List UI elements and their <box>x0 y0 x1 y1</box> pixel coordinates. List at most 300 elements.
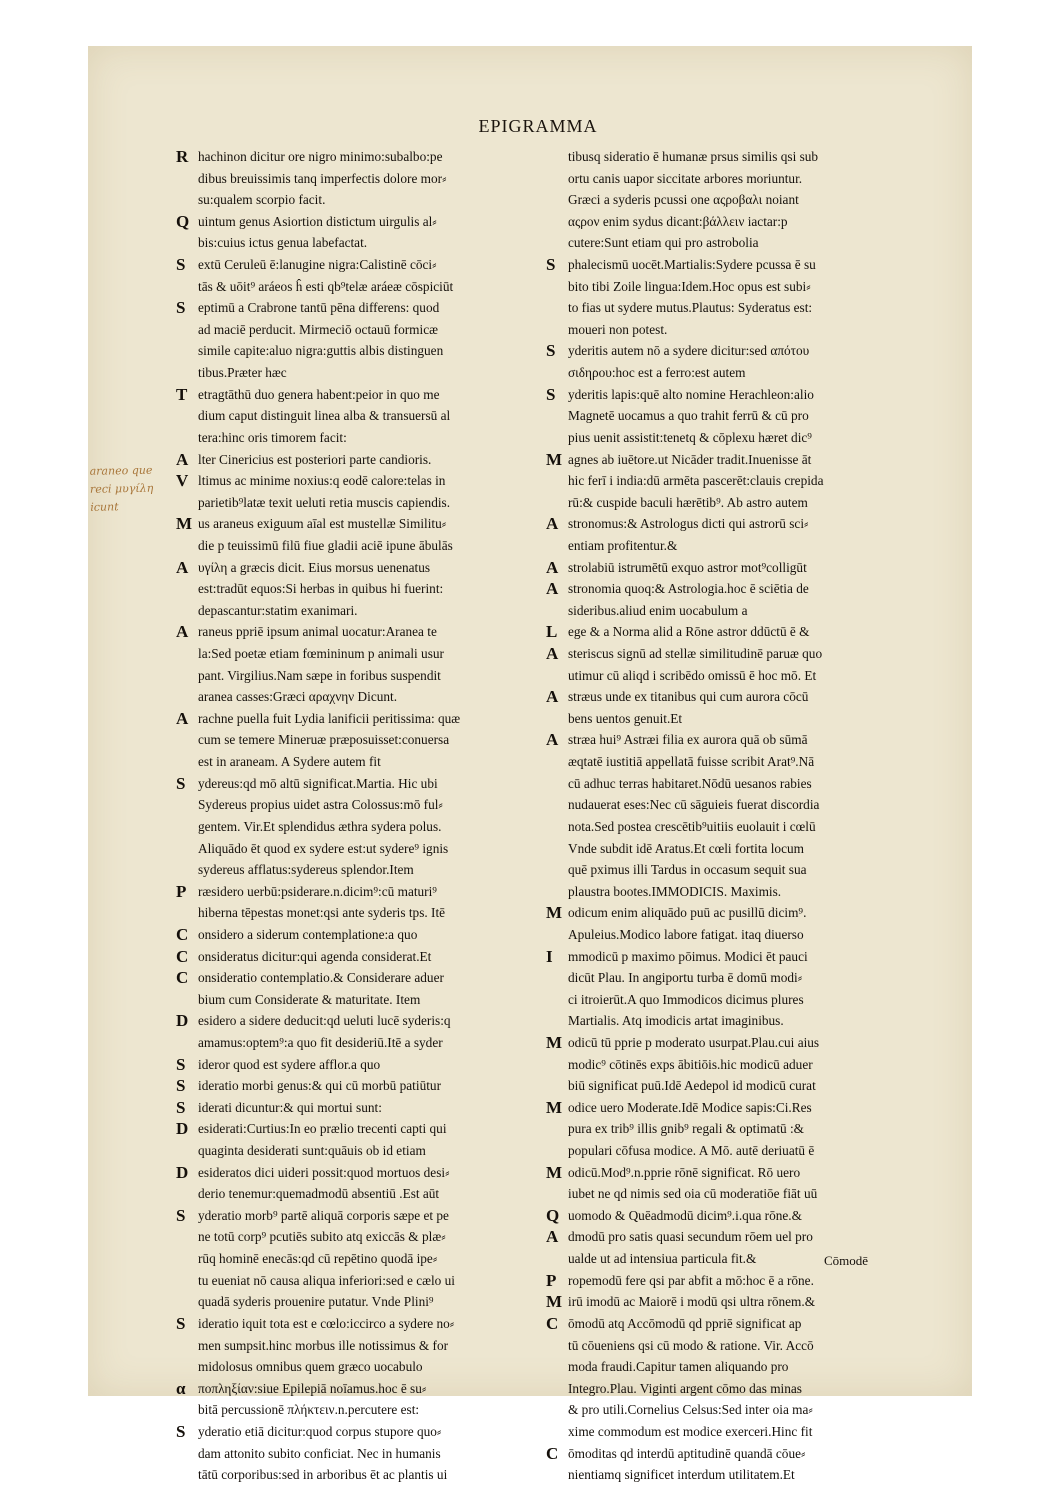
text-line <box>176 405 554 427</box>
initial-letter: A <box>176 557 189 577</box>
text-line <box>176 1205 554 1227</box>
text-line <box>176 665 554 687</box>
text-line <box>546 881 944 903</box>
text-line <box>176 1313 554 1335</box>
line-text: aranea casses:Græci αραχνην Dicunt. <box>198 689 398 705</box>
text-line <box>546 859 944 881</box>
margin-note-line: reci μυγίλη <box>89 481 154 496</box>
line-text: ideratio iquit tota est e cœlo:iccirco a sydere no⸗ <box>198 1315 455 1331</box>
line-text: strolabiū istrumētū exquo astror mot⁹colligūt <box>568 559 807 575</box>
text-line <box>176 1335 554 1357</box>
line-text: steriscus signū ad stellæ similitudinē paruæ quo <box>568 646 823 662</box>
margin-note-line: icunt <box>90 500 119 514</box>
line-text: xime commodum est modice exerceri.Hinc fit <box>568 1423 813 1439</box>
line-text: ydereus:qd mō altū significat.Martia. Hic ubi <box>198 775 438 791</box>
line-text: to fias ut sydere mutus.Plautus: Syderatus est: <box>568 300 813 316</box>
line-text: sydereus afflatus:sydereus splendor.Item <box>198 862 414 878</box>
line-text: odicum enim aliquādo puū ac pusillū dicim⁹. <box>568 905 807 921</box>
line-text: iderati dicuntur:& qui mortui sunt: <box>198 1099 382 1115</box>
line-text: tibus.Præter hæc <box>198 365 287 381</box>
line-text: amamus:optem⁹:a quo fit desideriū.Itē a syder <box>198 1034 443 1050</box>
text-line <box>546 254 944 276</box>
line-text: entiam profitentur.& <box>568 537 678 553</box>
line-text: Græci a syderis pcussi one αςροβαλι noiant <box>568 192 799 208</box>
line-text: tera:hinc oris timorem facit: <box>198 429 347 445</box>
line-text: ræsidero uerbū:psiderare.n.dicim⁹:cū maturi⁹ <box>198 883 437 899</box>
text-line <box>546 297 944 319</box>
line-text: etragtāthū duo genera habent:peior in quo me <box>198 386 440 402</box>
text-line <box>176 319 554 341</box>
line-text: die p teuissimū filū fiue gladii aciē ipune ābulās <box>198 537 453 553</box>
line-text: odicū.Mod⁹.n.pprie rōnē significat. Rō uero <box>568 1164 801 1180</box>
line-text: nientiamq significet interdum utilitatem.Et <box>568 1467 795 1483</box>
initial-letter: V <box>176 471 189 491</box>
line-text: iubet ne qd nimis sed oia cū moderatiōe fiāt uū <box>568 1186 818 1202</box>
initial-letter: L <box>546 622 558 642</box>
line-text: est:tradūt equos:Si herbas in quibus hi fuerint: <box>198 581 444 597</box>
initial-letter: α <box>176 1378 186 1398</box>
line-text: ideror quod est sydere afflor.a quo <box>198 1056 381 1072</box>
line-text: gentem. Vir.Et splendidus æthra sydera polus. <box>198 818 442 834</box>
line-text: Integro.Plau. Viginti argent cōmo das minas <box>568 1380 802 1396</box>
text-line <box>546 340 944 362</box>
text-line <box>546 1399 944 1421</box>
initial-letter: A <box>546 557 559 577</box>
line-text: uintum genus Asiortion distictum uirgulis al⸗ <box>198 213 437 229</box>
text-line <box>546 967 944 989</box>
line-text: ōmodū atq Accōmodū qd ppriē significat ap <box>568 1315 802 1331</box>
text-line <box>176 189 554 211</box>
margin-note-line: araneo que <box>89 463 153 478</box>
text-line <box>176 1226 554 1248</box>
initial-letter: S <box>176 773 186 793</box>
text-line <box>546 924 944 946</box>
initial-letter: P <box>176 881 187 901</box>
initial-letter: D <box>176 1162 189 1182</box>
initial-letter: Q <box>546 1205 560 1225</box>
line-text: tu eueniat nō causa aliqua inferiori:sed e cælo ui <box>198 1272 455 1288</box>
line-text: populari cōfusa modice. A Mō. autē deriuatū ē <box>568 1143 815 1159</box>
text-line <box>546 319 944 341</box>
text-line <box>546 816 944 838</box>
text-line <box>546 902 944 924</box>
initial-letter: C <box>176 946 189 966</box>
initial-letter: A <box>176 622 189 642</box>
line-text: lter Cinericius est posteriori parte candioris. <box>198 451 432 467</box>
line-text: yderitis autem nō a sydere dicitur:sed απότου <box>568 343 810 359</box>
text-line <box>176 686 554 708</box>
text-line <box>546 168 944 190</box>
text-line <box>546 384 944 406</box>
line-text: tū cōueniens qsi cū modo & ratione. Vir. Accō <box>568 1337 814 1353</box>
initial-letter: M <box>546 1032 563 1052</box>
text-line <box>176 621 554 643</box>
line-text: sideribus.aliud enim uocabulum a <box>568 602 748 618</box>
initial-letter: S <box>176 1421 186 1441</box>
initial-letter: C <box>176 924 189 944</box>
text-line <box>176 989 554 1011</box>
text-line <box>176 557 554 579</box>
text-line <box>546 578 944 600</box>
text-line <box>176 729 554 751</box>
line-text: dicūt Plau. In angiportu turba ē domū modi⸗ <box>568 970 803 986</box>
line-text: quaginta desiderati sunt:quāuis ob id etiam <box>198 1143 426 1159</box>
initial-letter: S <box>176 298 186 318</box>
initial-letter: D <box>176 1011 189 1031</box>
line-text: stræus unde ex titanibus qui cum aurora cōcū <box>568 689 809 705</box>
text-line <box>176 1118 554 1140</box>
line-text: ποπληξίαν:siue Epilepiā noīamus.hoc ē su⸗ <box>198 1380 427 1396</box>
text-line <box>176 1140 554 1162</box>
left-text-column <box>176 146 557 1486</box>
line-text: quē pximus illi Tardus in occasum sequit sua <box>568 862 807 878</box>
scanned-page <box>88 46 972 1483</box>
text-line <box>176 168 554 190</box>
initial-letter: M <box>176 514 193 534</box>
text-line <box>546 557 944 579</box>
line-text: bitā percussionē πλήκτειν.n.percutere est: <box>198 1402 420 1418</box>
line-text: ideratio morbi genus:& qui cū morbū patiūtur <box>198 1078 441 1094</box>
text-line <box>546 838 944 860</box>
text-line <box>546 665 944 687</box>
text-line <box>176 773 554 795</box>
line-text: tātū corporibus:sed in arboribus ēt ac plantis ui <box>198 1467 448 1483</box>
initial-letter: M <box>546 903 563 923</box>
text-line <box>546 1356 944 1378</box>
line-text: υγίλη a græcis dicit. Eius morsus uenenatus <box>198 559 431 575</box>
text-line <box>546 1464 944 1486</box>
text-line <box>176 427 554 449</box>
line-text: Martialis. Atq imodicis artat imaginibus. <box>568 1013 784 1029</box>
line-text: midolosus omnibus quem græco uocabulo <box>198 1359 423 1375</box>
text-line <box>176 1291 554 1313</box>
line-text: plaustra bootes.IMMODICIS. Maximis. <box>568 883 782 899</box>
text-line <box>176 384 554 406</box>
text-line <box>176 902 554 924</box>
line-text: phalecismū uocēt.Martialis:Sydere pcussa ē su <box>568 257 816 273</box>
line-text: simile capite:aluo nigra:guttis albis distinguen <box>198 343 444 359</box>
text-line <box>546 773 944 795</box>
line-text: hachinon dicitur ore nigro minimo:subalbo:pe <box>198 149 443 164</box>
line-text: ualde ut ad intensiua particula fit.& <box>568 1251 757 1267</box>
text-line <box>546 1032 944 1054</box>
text-line <box>176 1421 554 1443</box>
text-line <box>546 1054 944 1076</box>
text-line <box>176 232 554 254</box>
text-line <box>546 232 944 254</box>
initial-letter: R <box>176 147 189 166</box>
line-text: nudauerat eses:Nec cū sāguieis fuerat discordia <box>568 797 820 813</box>
initial-letter: Q <box>176 211 190 231</box>
line-text: Sydereus propius uidet astra Colossus:mō ful⸗ <box>198 797 443 813</box>
initial-letter: A <box>546 514 559 534</box>
text-line <box>176 254 554 276</box>
line-text: moda fraudi.Capitur tamen aliquando pro <box>568 1359 789 1375</box>
line-text: bens uentos genuit.Et <box>568 710 683 726</box>
line-text: hic ferī i india:dū armēta pascerēt:clauis crepida <box>568 473 824 489</box>
text-line <box>176 1010 554 1032</box>
line-text: onsidero a siderum contemplatione:a quo <box>198 926 418 942</box>
initial-letter: M <box>546 1097 563 1117</box>
text-line <box>546 708 944 730</box>
line-text: est in araneam. A Sydere autem fit <box>198 754 381 770</box>
text-line <box>546 1443 944 1465</box>
line-text: modic⁹ cōtinēs exps ābitiōis.hic modicū aduer <box>568 1056 813 1072</box>
line-text: esidero a sidere deducit:qd ueluti lucē syderis:q <box>198 1013 451 1029</box>
line-text: ne totū corp⁹ pcutiēs subito atq exiccās & plæ⸗ <box>198 1229 446 1245</box>
line-text: ad maciē perducit. Mirmeciō octauū formicæ <box>198 321 438 337</box>
initial-letter: A <box>546 579 559 599</box>
text-line <box>546 643 944 665</box>
initial-letter: S <box>176 1054 186 1074</box>
text-line <box>546 1183 944 1205</box>
line-text: dmodū pro satis quasi secundum rōem uel pro <box>568 1229 813 1245</box>
line-text: odice uero Moderate.Idē Modice sapis:Ci.Res <box>568 1099 812 1115</box>
text-line <box>176 340 554 362</box>
line-text: uomodo & Quēadmodū dicim⁹.i.qua rōne.& <box>568 1207 802 1223</box>
text-line <box>546 1291 944 1313</box>
text-line <box>546 1270 944 1292</box>
text-line <box>176 1378 554 1400</box>
initial-letter: S <box>546 255 556 275</box>
line-text: stronomia quoq:& Astrologia.hoc ē sciētia de <box>568 581 809 597</box>
line-text: derio tenemur:quemadmodū absentiū .Est aūt <box>198 1186 440 1202</box>
text-line <box>176 794 554 816</box>
text-line <box>176 513 554 535</box>
line-text: stronomus:& Astrologus dicti qui astrorū sci⸗ <box>568 516 809 532</box>
text-line <box>176 1270 557 1292</box>
line-text: mmodicū p maximo pōimus. Modici ēt pauci <box>568 948 808 964</box>
line-text: dibus breuissimis tanq imperfectis dolore mor⸗ <box>198 170 447 186</box>
line-text: æqtatē iustitiā appellatā fuisse scribit Arat⁹.Nā <box>568 754 815 770</box>
line-text: yderitis lapis:quē alto nomine Herachleon:alio <box>568 386 814 402</box>
text-line <box>176 449 554 471</box>
text-line <box>176 643 554 665</box>
line-text: dium caput distinguit linea alba & transuersū al <box>198 408 451 424</box>
line-text: pura ex trib⁹ illis gnib⁹ regali & optimatū :& <box>568 1121 805 1137</box>
text-line <box>546 600 944 622</box>
text-line <box>546 427 944 449</box>
text-line <box>176 1097 554 1119</box>
text-line <box>546 405 944 427</box>
text-line <box>546 1205 944 1227</box>
text-line <box>176 362 554 384</box>
text-line <box>546 189 944 211</box>
line-text: utimur cū aliqd i scribēdo omissū ē hoc mō. Et <box>568 667 817 683</box>
initial-letter: S <box>176 255 186 275</box>
line-text: yderatio morb⁹ partē aliquā corporis sæpe et pe <box>198 1207 449 1223</box>
line-text: onsideratus dicitur:qui agenda considerat.Et <box>198 948 432 964</box>
initial-letter: S <box>176 1097 186 1117</box>
text-line <box>546 1140 944 1162</box>
text-line <box>546 449 944 471</box>
text-line <box>176 881 554 903</box>
line-text: ci itroierūt.A quo Immodicos dicimus plures <box>568 991 804 1007</box>
line-text: esideratos dici uideri possit:quod mortuos desi⸗ <box>198 1164 450 1180</box>
line-text: irū imodū ac Maiorē i modū qsi ultra rōnem.& <box>568 1294 816 1310</box>
text-line <box>546 686 944 708</box>
initial-letter: D <box>176 1119 189 1139</box>
line-text: agnes ab iuētore.ut Nicāder tradit.Inuenisse āt <box>568 451 812 467</box>
line-text: yderatio etiā dicitur:quod corpus stupore quo⸗ <box>198 1423 442 1439</box>
line-text: men sumpsit.hinc morbus ille notissimus & for <box>198 1337 449 1353</box>
initial-letter: A <box>546 1227 559 1247</box>
text-line <box>176 146 554 168</box>
initial-letter: A <box>176 708 189 728</box>
text-line <box>176 297 554 319</box>
catchword: Cōmodē <box>824 1253 869 1268</box>
initial-letter: C <box>546 1443 559 1463</box>
text-line <box>546 513 944 535</box>
running-header: EPIGRAMMA <box>478 116 598 136</box>
text-line <box>546 1226 944 1248</box>
line-text: hiberna tēpestas monet:qsi ante syderis tps. Itē <box>198 905 446 921</box>
text-line <box>546 1075 944 1097</box>
text-line <box>546 1162 944 1184</box>
text-line <box>176 708 554 730</box>
line-text: tās & uōit⁹ aráeos ĥ esti qb⁹telæ aráeæ cōspiciūt <box>198 278 454 294</box>
text-line <box>176 1443 554 1465</box>
line-text: ege & a Norma alid a Rōne astror ddūctū ē & <box>568 624 810 640</box>
text-line <box>546 1313 944 1335</box>
line-text: pius uenit assistit:tenetq & cōplexu hæret dic⁹ <box>568 429 812 445</box>
line-text: esiderati:Curtius:In eo prælio trecenti capti qui <box>198 1121 447 1137</box>
line-text: odicū tū pprie p moderato usurpat.Plau.cui aius <box>568 1034 820 1050</box>
text-line <box>546 492 944 514</box>
initial-letter: S <box>176 1076 186 1096</box>
text-line <box>176 276 554 298</box>
initial-letter: S <box>176 1205 186 1225</box>
initial-letter: P <box>546 1270 557 1290</box>
text-line <box>176 838 554 860</box>
line-text: & pro utili.Cornelius Celsus:Sed inter oia ma⸗ <box>568 1402 813 1418</box>
right-text-column <box>546 146 944 1486</box>
line-text: parietib⁹latæ texit ueluti retia muscis capiendis. <box>198 494 451 510</box>
text-line <box>546 535 944 557</box>
line-text: su:qualem scorpio facit. <box>198 192 326 208</box>
initial-letter: M <box>546 1292 563 1312</box>
initial-letter: M <box>546 1162 563 1182</box>
text-line <box>176 1075 554 1097</box>
text-line <box>546 1335 944 1357</box>
text-line <box>176 946 554 968</box>
text-line <box>546 276 944 298</box>
text-line <box>176 578 554 600</box>
line-text: bito tibi Zoile lingua:Idem.Hoc opus est subi⸗ <box>568 278 811 294</box>
text-line <box>546 946 944 968</box>
text-line <box>176 1464 554 1486</box>
initial-letter: S <box>176 1313 186 1333</box>
text-line <box>176 470 554 492</box>
line-text: us araneus exiguum aīal est mustellæ Similitu⸗ <box>198 516 447 532</box>
initial-letter: S <box>546 384 556 404</box>
line-text: tibusq sideratio ē humanæ prsus similis qsi sub <box>568 149 819 164</box>
text-line <box>176 924 554 946</box>
line-text: eptimū a Crabrone tantū pēna differens: quod <box>198 300 440 316</box>
line-text: σιδηρου:hoc est a ferro:est autem <box>568 365 746 381</box>
text-line <box>176 816 554 838</box>
line-text: ortu canis uapor siccitate arbores moriuntur. <box>568 170 803 186</box>
text-line <box>176 535 554 557</box>
line-text: dam attonito subito conficiat. Nec in humanis <box>198 1445 441 1461</box>
line-text: rū:& cuspide baculi hærētib⁹. Ab astro autem <box>568 494 808 510</box>
line-text: depascantur:statim exanimari. <box>198 602 358 618</box>
text-line <box>546 146 944 168</box>
line-text: moueri non potest. <box>568 321 668 337</box>
line-text: quadā syderis prouenire putatur. Vnde Plini⁹ <box>198 1294 434 1310</box>
line-text: cutere:Sunt etiam qui pro astrobolia <box>568 235 759 251</box>
line-text: biū significat puū.Idē Aedepol id modicū curat <box>568 1078 816 1094</box>
text-line <box>546 621 944 643</box>
text-line <box>546 1010 944 1032</box>
text-line <box>546 1097 944 1119</box>
initial-letter: S <box>546 341 556 361</box>
text-line <box>176 211 554 233</box>
line-text: rūq hominē enecās:qd cū repētino quodā ipe⸗ <box>198 1251 438 1267</box>
text-line <box>176 1356 554 1378</box>
text-line <box>546 751 944 773</box>
line-text: Apuleius.Modico labore fatigat. itaq diuerso <box>568 926 804 942</box>
text-line <box>176 967 554 989</box>
line-text: ōmoditas qd interdū aptitudinē quandā cōue⸗ <box>568 1445 806 1461</box>
text-line <box>546 1248 944 1270</box>
initial-letter: A <box>176 449 189 469</box>
line-text: bis:cuius ictus genua labefactat. <box>198 235 368 251</box>
line-text: Aliquādo ēt quod ex sydere est:ut sydere⁹ ignis <box>198 840 449 856</box>
initial-letter: C <box>176 968 189 988</box>
handwritten-margin-note <box>90 461 181 517</box>
line-text: onsideratio contemplatio.& Considerare aduer <box>198 970 444 986</box>
text-line <box>176 751 554 773</box>
line-text: ropemodū fere qsi par abfit a mō:hoc ē a rōne. <box>568 1272 814 1288</box>
line-text: nota.Sed postea crescētib⁹uitiis euolauit i cœlū <box>568 818 816 834</box>
text-line <box>176 1054 554 1076</box>
text-line <box>176 1162 554 1184</box>
line-text: extū Ceruleū ē:lanugine nigra:Calistinē cōci⸗ <box>198 257 437 273</box>
line-text: stræa hui⁹ Astræi filia ex aurora quā ob sūmā <box>568 732 808 748</box>
text-line <box>176 1183 554 1205</box>
line-text: αςρον enim sydus dicant:βάλλειν iactar:p <box>568 213 788 229</box>
initial-letter: T <box>176 384 188 404</box>
line-text: rachne puella fuit Lydia lanificii peritissima: quæ <box>198 710 461 726</box>
initial-letter: I <box>546 946 553 966</box>
text-line <box>546 362 944 384</box>
initial-letter: A <box>546 730 559 750</box>
text-line <box>546 729 944 751</box>
text-line <box>546 794 944 816</box>
line-text: bium cum Considerate & maturitate. Item <box>198 991 421 1007</box>
text-line <box>546 989 944 1011</box>
line-text: ltimus ac minime noxius:q eodē calore:telas in <box>198 473 446 489</box>
text-line <box>546 1378 944 1400</box>
line-text: Vnde subdit idē Aratus.Et cœli fortita locum <box>568 840 804 856</box>
line-text: cū adhuc terras habitaret.Nōdū uesanos rabies <box>568 775 812 791</box>
initial-letter: C <box>546 1313 559 1333</box>
text-line <box>546 1118 944 1140</box>
initial-letter: A <box>546 687 559 707</box>
line-text: cum se temere Mineruæ præposuisset:conuersa <box>198 732 450 748</box>
text-line <box>546 1421 944 1443</box>
line-text: la:Sed poetæ etiam fœmininum p animali usur <box>198 646 444 662</box>
text-line <box>176 1248 554 1270</box>
text-line <box>176 492 554 514</box>
text-line <box>176 1032 554 1054</box>
line-text: pant. Virgilius.Nam sæpe in foribus suspendit <box>198 667 441 683</box>
text-line <box>176 600 554 622</box>
initial-letter: A <box>546 644 559 664</box>
text-line <box>546 211 944 233</box>
text-line <box>176 859 554 881</box>
